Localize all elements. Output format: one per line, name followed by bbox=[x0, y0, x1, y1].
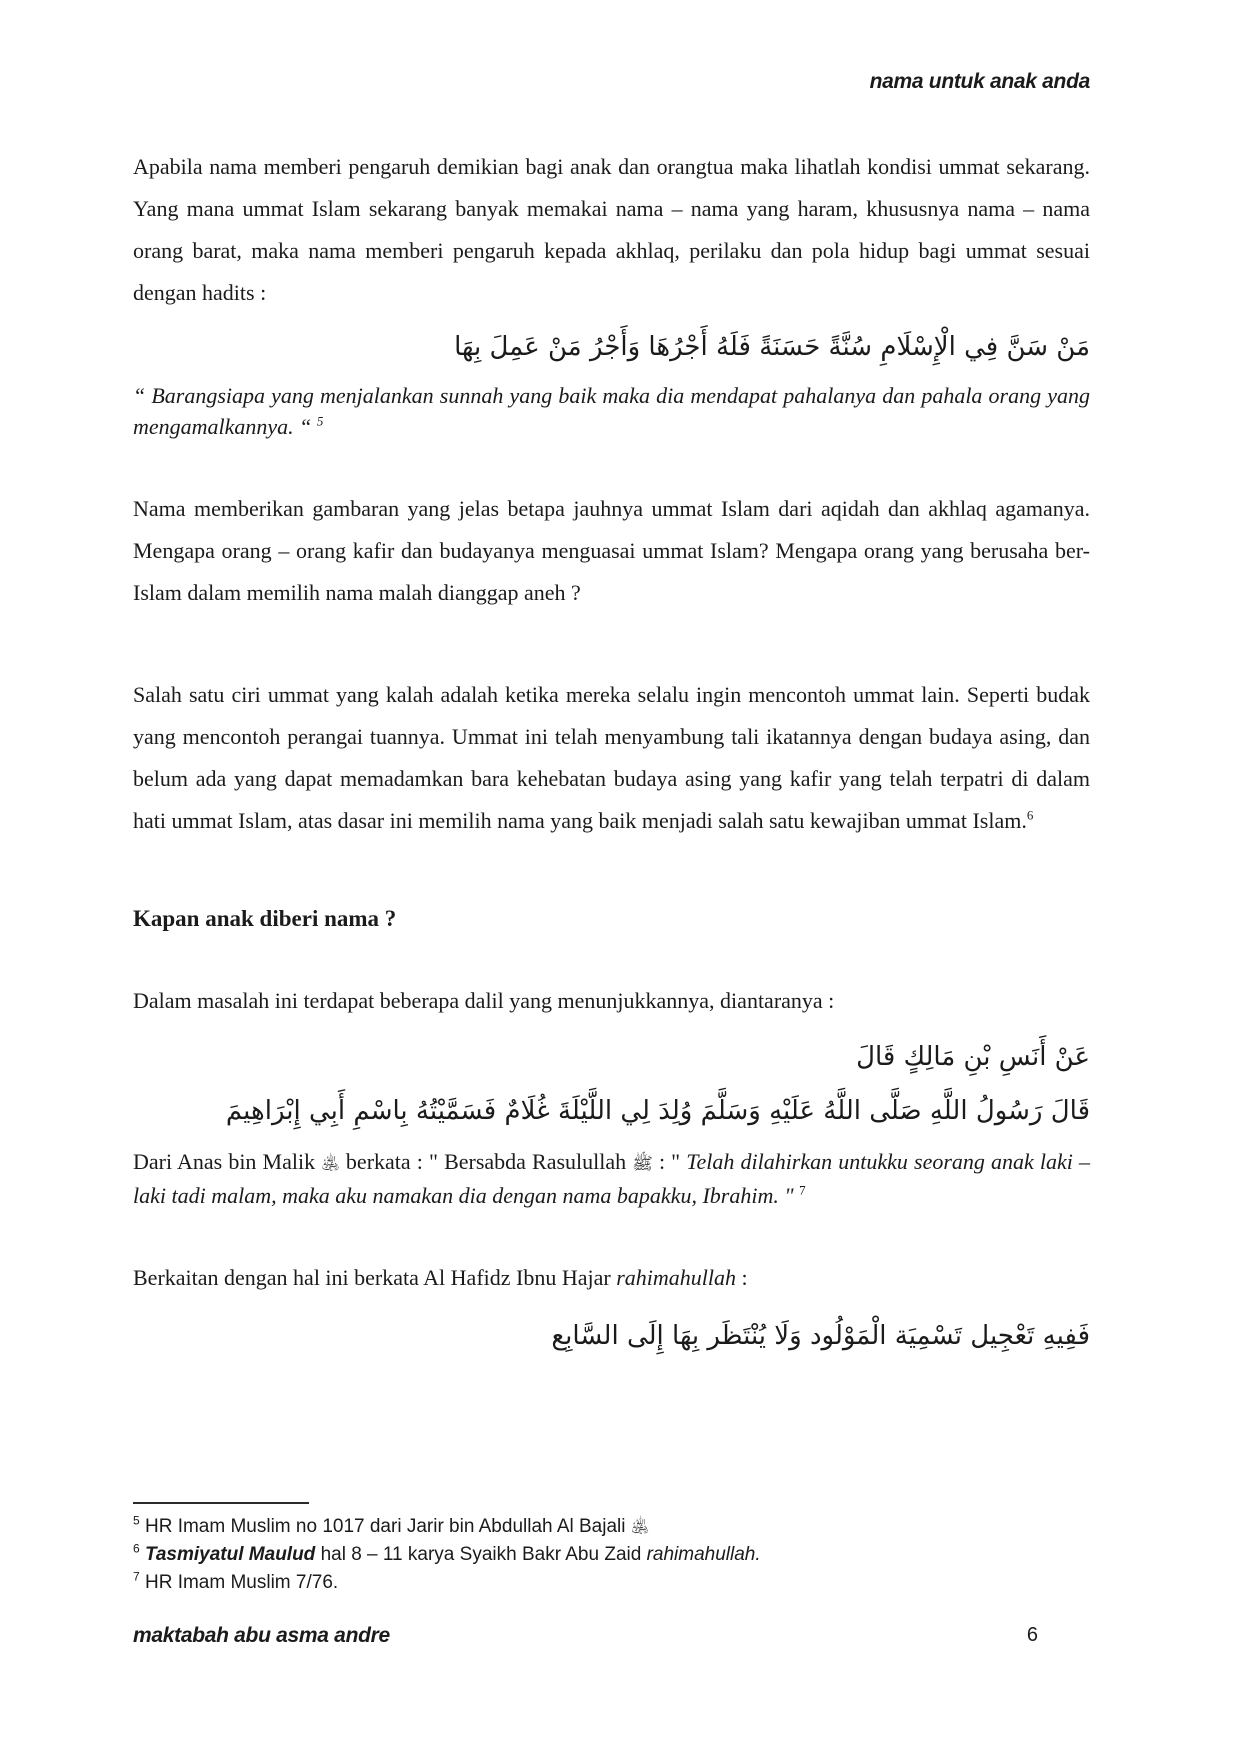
ibnu-hajar-intro-tail: : bbox=[736, 1265, 748, 1290]
footnote-5-marker: 5 bbox=[133, 1513, 140, 1528]
hadith-translation-anas bbox=[133, 1146, 1090, 1211]
footnote-6-book-title: Tasmiyatul Maulud bbox=[144, 1544, 316, 1565]
section-heading-kapan-anak-diberi-nama: Kapan anak diberi nama ? bbox=[133, 906, 397, 931]
footnote-ref-5: 5 bbox=[316, 413, 324, 429]
page-footer bbox=[133, 1624, 1090, 1648]
paragraph-intro-pengaruh-nama: Apabila nama memberi pengaruh demikian bagi anak dan orangtua maka lihatlah kondisi ummat sekarang. Yang mana ummat Islam sekarang banyak memakai nama – nama yang haram, khususnya nama – nama orang barat, maka nama memberi pengaruh kepada akhlaq, perilaku dan pola hidup bagi ummat sesuai dengan hadits : bbox=[133, 154, 1090, 305]
arabic-ibnu-hajar-quote: فَفِيهِ تَعْجِيل تَسْمِيَة الْمَوْلُود وَلَا يُنْتَظَر بِهَا إِلَى السَّابِع bbox=[551, 1321, 1090, 1351]
paragraph-ciri-ummat-text: Salah satu ciri ummat yang kalah adalah ketika mereka selalu ingin mencontoh ummat lain. Seperti budak yang mencontoh perangai tuannya. Ummat ini telah menyambung tali ikatannya dengan budaya asing, dan belum ada yang dapat memadamkan bara kehebatan budaya asing yang kafir yang telah terpatri di dalam hati ummat Islam, atas dasar ini memilih nama yang baik menjadi salah satu kewajiban ummat Islam. bbox=[133, 682, 1090, 833]
arabic-anas-line-1: عَنْ أَنَسِ بْنِ مَالِكٍ قَالَ bbox=[856, 1042, 1090, 1072]
footnote-ref-6: 6 bbox=[1026, 807, 1034, 823]
translation-intro-1: Dari Anas bin Malik bbox=[133, 1149, 322, 1174]
rahimahullah-term: rahimahullah bbox=[616, 1265, 737, 1290]
footnote-7-text: HR Imam Muslim 7/76. bbox=[144, 1572, 339, 1593]
paragraph-nama-gambaran: Nama memberikan gambaran yang jelas betapa jauhnya ummat Islam dari aqidah dan akhlaq agamanya. Mengapa orang – orang kafir dan budayanya menguasai ummat Islam? Mengapa orang yang berusaha ber-Islam dalam memilih nama malah dianggap aneh ? bbox=[133, 496, 1090, 605]
page-content bbox=[133, 0, 1090, 1361]
footnote-7-marker: 7 bbox=[133, 1569, 140, 1584]
footnote-5 bbox=[133, 1513, 1090, 1541]
radhiallahu-anhu-symbol: ﵁ bbox=[630, 1517, 650, 1537]
paragraph-dalil-intro: Dalam masalah ini terdapat beberapa dalil yang menunjukkannya, diantaranya : bbox=[133, 988, 835, 1013]
translation-intro-3: : " bbox=[652, 1149, 687, 1174]
page-header bbox=[133, 70, 1090, 94]
translation-intro-2: berkata : " Bersabda Rasulullah bbox=[339, 1149, 633, 1174]
radhiallahu-anhu-symbol: ﵁ bbox=[321, 1154, 340, 1174]
header-title: nama untuk anak anda bbox=[869, 70, 1090, 93]
footnote-ref-7: 7 bbox=[799, 1182, 806, 1198]
footnote-6-tail: rahimahullah. bbox=[646, 1544, 761, 1565]
page-number: 6 bbox=[1026, 1624, 1038, 1646]
arabic-anas-line-2: قَالَ رَسُولُ اللَّهِ صَلَّى اللَّهُ عَلَيْهِ وَسَلَّمَ وُلِدَ لِي اللَّيْلَةَ غُلَامٌ فَسَمَّيْتُهُ بِاسْمِ أَبِي إِبْرَاهِيمَ bbox=[225, 1096, 1090, 1126]
quote-translation-sunnah bbox=[133, 380, 1090, 442]
footnote-6-marker: 6 bbox=[133, 1541, 140, 1556]
footer-publisher: maktabah abu asma andre bbox=[133, 1624, 390, 1647]
paragraph-ibnu-hajar-intro bbox=[133, 1257, 1090, 1299]
quote-text: “ Barangsiapa yang menjalankan sunnah yang baik maka dia mendapat pahalanya dan pahala orang yang mengamalkannya. “ bbox=[133, 383, 1090, 439]
shallallahu-alaihi-wasallam-symbol: ﷺ bbox=[632, 1154, 653, 1174]
arabic-hadith-sunnah: مَنْ سَنَّ فِي الْإِسْلَامِ سُنَّةً حَسَنَةً فَلَهُ أَجْرُهَا وَأَجْرُ مَنْ عَمِلَ بِهَا bbox=[454, 332, 1090, 362]
footnote-6-text: hal 8 – 11 karya Syaikh Bakr Abu Zaid bbox=[315, 1544, 647, 1565]
paragraph-ciri-ummat bbox=[133, 674, 1090, 842]
footnote-separator-line bbox=[133, 1502, 309, 1504]
translation-quote-text: Telah dilahirkan untukku seorang anak laki – laki tadi malam, maka aku namakan dia dengan nama bapakku, Ibrahim. " bbox=[133, 1149, 1090, 1208]
ibnu-hajar-intro-text: Berkaitan dengan hal ini berkata Al Hafidz Ibnu Hajar bbox=[133, 1265, 617, 1290]
footnote-5-text: HR Imam Muslim no 1017 dari Jarir bin Abdullah Al Bajali bbox=[144, 1516, 631, 1537]
footnotes-section bbox=[133, 1502, 1090, 1597]
footnote-7 bbox=[133, 1569, 1090, 1597]
footnote-6 bbox=[133, 1541, 1090, 1569]
